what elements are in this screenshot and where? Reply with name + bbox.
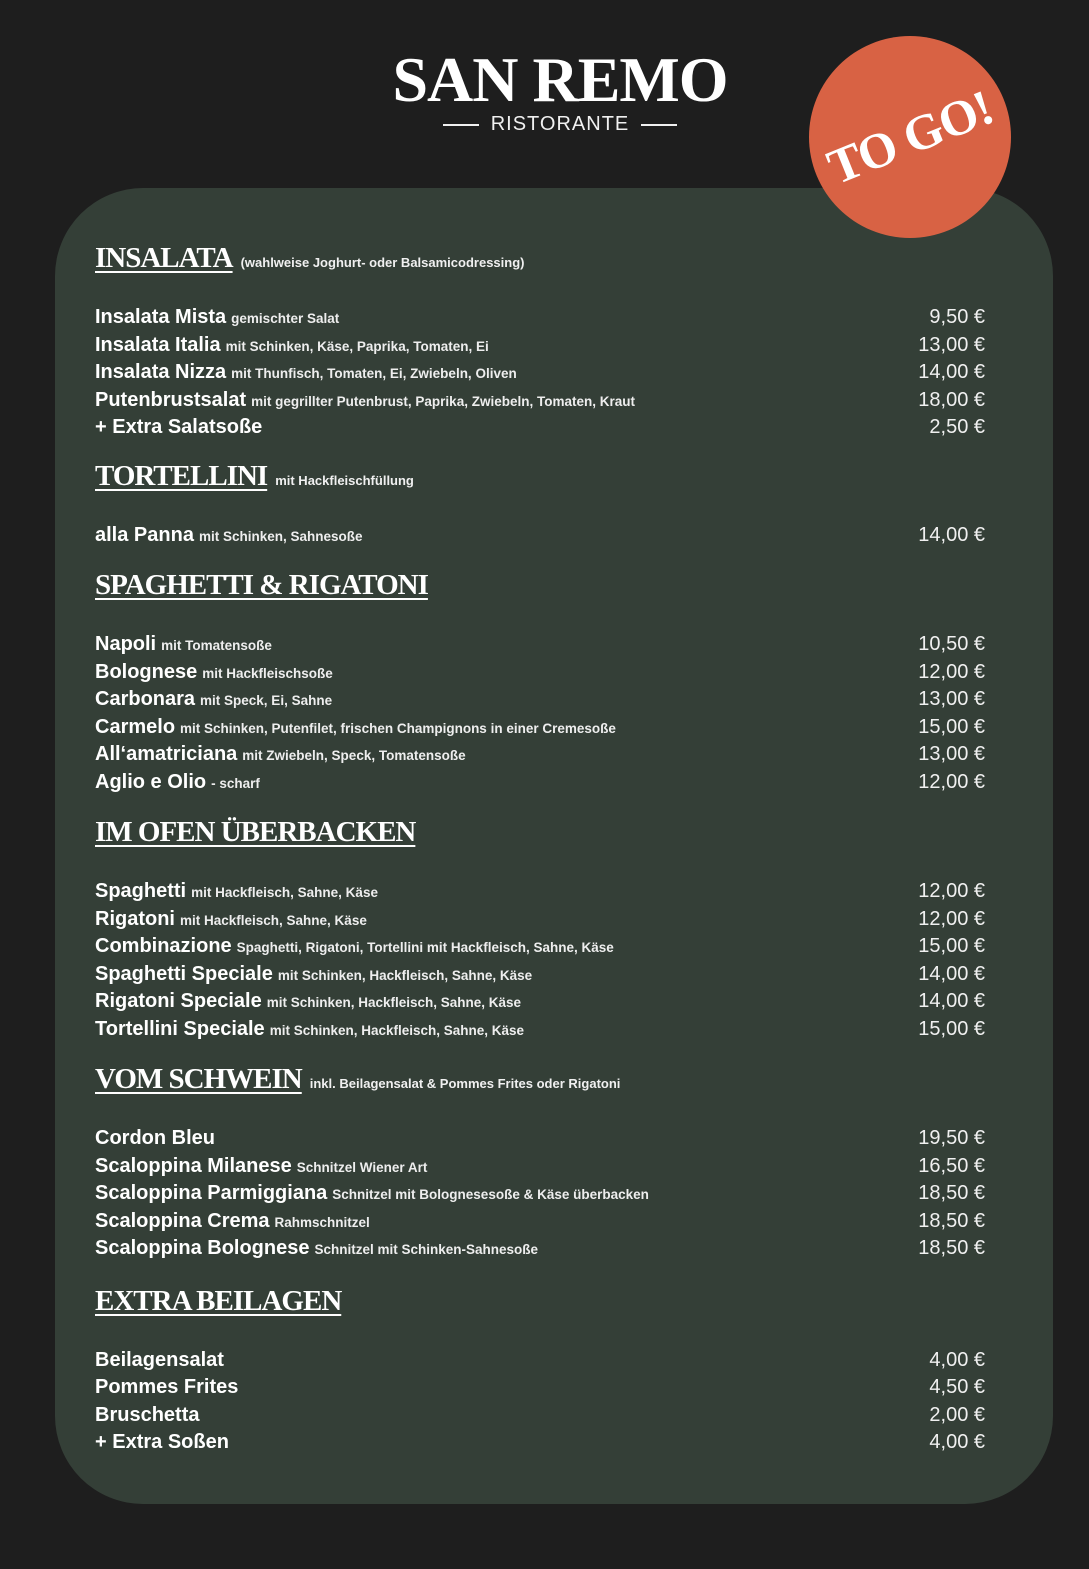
menu-item — [95, 688, 985, 716]
menu-item-description: Rahmschnitzel — [274, 1214, 370, 1230]
menu-item-name: + Extra Soßen — [95, 1431, 229, 1453]
menu-item — [95, 524, 985, 552]
menu-item-label — [95, 1404, 199, 1427]
menu-item-description: mit Hackfleischsoße — [202, 665, 333, 681]
menu-item-description: mit Schinken, Käse, Paprika, Tomaten, Ei — [225, 338, 489, 354]
menu-item-name: Rigatoni — [95, 907, 175, 930]
menu-item — [95, 1210, 985, 1238]
menu-item-description: mit gegrillter Putenbrust, Paprika, Zwiebeln, Tomaten, Kraut — [251, 393, 635, 409]
menu-item-label — [95, 963, 532, 986]
menu-item-price: 12,00 € — [918, 660, 985, 683]
menu-item — [95, 1237, 985, 1265]
menu-item-label — [95, 306, 339, 329]
menu-item-name: Scaloppina Parmiggiana — [95, 1182, 328, 1204]
menu-item-label — [95, 1127, 215, 1150]
menu-item-price: 14,00 € — [918, 523, 985, 546]
menu-item-description: mit Zwiebeln, Speck, Tomatensoße — [242, 748, 466, 763]
section-header — [95, 456, 985, 506]
menu-item-description: Schnitzel mit Bolognesesoße & Käse überbacken — [332, 1187, 649, 1202]
menu-section — [95, 1281, 985, 1459]
menu-item-label — [95, 688, 332, 711]
divider-right — [641, 124, 677, 126]
menu-item-price: 4,00 € — [929, 1431, 985, 1453]
menu-item — [95, 334, 985, 362]
menu-item-price: 18,50 € — [918, 1237, 985, 1259]
menu-item-description: mit Schinken, Hackfleisch, Sahne, Käse — [277, 967, 533, 983]
menu-item — [95, 361, 985, 389]
menu-item-name: + Extra Salatsoße — [95, 416, 263, 438]
menu-item-price: 13,00 € — [918, 743, 985, 765]
menu-item-price: 16,50 € — [918, 1154, 985, 1177]
menu-item-name: Insalata Italia — [95, 333, 221, 356]
menu-item-label — [95, 1155, 427, 1178]
menu-item-label — [95, 880, 378, 903]
menu-item-name: Scaloppina Bolognese — [95, 1237, 310, 1259]
menu-item-name: All‘amatriciana — [95, 743, 238, 765]
menu-item-label — [95, 416, 262, 439]
menu-item-price: 18,50 € — [918, 1182, 985, 1204]
menu-item-label — [95, 1018, 524, 1041]
menu-item — [95, 1155, 985, 1183]
menu-item-name: Beilagensalat — [95, 1348, 224, 1371]
menu-item-label — [95, 908, 367, 931]
menu-item-name: Carbonara — [95, 688, 196, 710]
menu-item-price: 14,00 € — [918, 962, 985, 985]
menu-item-price: 15,00 € — [918, 1017, 985, 1040]
menu-item-label — [95, 633, 272, 656]
menu-item-description: mit Thunfisch, Tomaten, Ei, Zwiebeln, Oliven — [231, 366, 517, 381]
section-note: mit Hackfleischfüllung — [275, 472, 414, 488]
menu-item-description: mit Schinken, Sahnesoße — [198, 528, 363, 544]
menu-item-description: mit Schinken, Hackfleisch, Sahne, Käse — [266, 995, 522, 1010]
menu-item-label — [95, 661, 333, 684]
menu-item-description: mit Tomatensoße — [161, 638, 272, 653]
menu-item — [95, 389, 985, 417]
menu-item — [95, 1127, 985, 1155]
menu-item-description: gemischter Salat — [231, 311, 340, 326]
section-note: inkl. Beilagensalat & Pommes Frites oder Rigatoni — [309, 1076, 621, 1091]
menu-item-description: Spaghetti, Rigatoni, Tortellini mit Hackfleisch, Sahne, Käse — [236, 940, 614, 955]
menu-item-price: 13,00 € — [918, 333, 985, 356]
menu-item-name: Scaloppina Crema — [95, 1209, 270, 1232]
menu-item-price: 14,00 € — [918, 361, 985, 383]
menu-item-label — [95, 334, 489, 357]
section-header — [95, 238, 985, 288]
menu-item-price: 14,00 € — [918, 990, 985, 1012]
menu-item-description: mit Hackfleisch, Sahne, Käse — [191, 885, 378, 900]
menu-section — [95, 238, 985, 456]
menu-item — [95, 908, 985, 936]
menu-item-name: Spaghetti — [95, 880, 187, 902]
menu-item-price: 12,00 € — [918, 770, 985, 793]
menu-item-label — [95, 361, 517, 384]
menu-item-description: mit Hackfleisch, Sahne, Käse — [180, 912, 367, 928]
menu-item-name: Tortellini Speciale — [95, 1017, 265, 1040]
menu-section — [95, 565, 985, 812]
menu-item-price: 15,00 € — [918, 935, 985, 957]
restaurant-name: SAN REMO — [392, 44, 728, 115]
section-title: EXTRA BEILAGEN — [95, 1284, 342, 1317]
menu-item — [95, 1349, 985, 1377]
menu-item-price: 15,00 € — [918, 715, 985, 738]
menu-item-description: - scharf — [211, 775, 260, 791]
menu-item-price: 12,00 € — [918, 907, 985, 930]
menu-item — [95, 935, 985, 963]
menu-item — [95, 771, 985, 799]
menu-item — [95, 743, 985, 771]
menu-item — [95, 633, 985, 661]
menu-item-name: Insalata Nizza — [95, 361, 227, 383]
menu-item-name: Scaloppina Milanese — [95, 1154, 292, 1177]
section-header — [95, 1281, 985, 1331]
divider-left — [443, 124, 479, 126]
menu-item-label — [95, 990, 521, 1013]
menu-item — [95, 1182, 985, 1210]
to-go-badge — [809, 36, 1011, 238]
menu-item-name: Pommes Frites — [95, 1376, 239, 1398]
menu-item — [95, 661, 985, 689]
menu-item — [95, 963, 985, 991]
menu-item — [95, 1376, 985, 1404]
menu-item-description: mit Schinken, Hackfleisch, Sahne, Käse — [269, 1022, 525, 1038]
section-title: SPAGHETTI & RIGATONI — [95, 569, 428, 601]
menu-item-price: 12,00 € — [918, 880, 985, 902]
menu-item-label — [95, 1431, 229, 1454]
menu-item-name: Spaghetti Speciale — [95, 962, 273, 985]
menu-item-label — [95, 1349, 224, 1372]
menu-item-price: 10,50 € — [918, 633, 985, 655]
section-header — [95, 1059, 985, 1109]
menu-item-label — [95, 1237, 538, 1260]
menu-item — [95, 1431, 985, 1459]
menu-sections — [95, 238, 985, 1459]
menu-item-price: 19,50 € — [918, 1127, 985, 1149]
menu-item-name: Insalata Mista — [95, 306, 227, 328]
menu-section — [95, 456, 985, 566]
section-title: TORTELLINI — [95, 459, 268, 492]
menu-item-price: 4,00 € — [929, 1348, 985, 1371]
menu-item-price: 9,50 € — [929, 306, 985, 328]
menu-item-label — [95, 1376, 238, 1399]
menu-item-name: alla Panna — [95, 523, 194, 546]
menu-item-price: 4,50 € — [929, 1376, 985, 1398]
menu-item-price: 18,00 € — [918, 388, 985, 411]
menu-item-label — [95, 1210, 370, 1233]
menu-item-name: Napoli — [95, 633, 157, 655]
section-header — [95, 812, 985, 862]
menu-item — [95, 1018, 985, 1046]
menu-item-label — [95, 771, 260, 794]
menu-item-label — [95, 524, 362, 547]
menu-item-label — [95, 716, 616, 739]
menu-item — [95, 990, 985, 1018]
menu-item — [95, 1404, 985, 1432]
menu-item-price: 2,50 € — [929, 416, 985, 438]
menu-item — [95, 306, 985, 334]
menu-item-label — [95, 743, 466, 766]
menu-item-description: mit Schinken, Putenfilet, frischen Champignons in einer Cremesoße — [180, 720, 616, 736]
menu-item — [95, 416, 985, 444]
menu-item-name: Carmelo — [95, 715, 176, 738]
menu-item-name: Rigatoni Speciale — [95, 990, 262, 1012]
menu-section — [95, 812, 985, 1059]
menu-item-label — [95, 1182, 649, 1205]
menu-item-label — [95, 935, 614, 958]
menu-section — [95, 1059, 985, 1281]
menu-item-label — [95, 389, 635, 412]
menu-item-name: Combinazione — [95, 935, 232, 957]
menu-item-price: 18,50 € — [918, 1209, 985, 1232]
menu-item-description: mit Speck, Ei, Sahne — [200, 693, 333, 708]
section-title: IM OFEN ÜBERBACKEN — [95, 816, 416, 848]
menu-item-price: 13,00 € — [918, 688, 985, 710]
section-title: VOM SCHWEIN — [95, 1063, 302, 1095]
menu-item — [95, 880, 985, 908]
menu-item-name: Cordon Bleu — [95, 1127, 215, 1149]
menu-item-description: Schnitzel mit Schinken-Sahnesoße — [314, 1242, 539, 1257]
menu-item — [95, 716, 985, 744]
menu-item-name: Bruschetta — [95, 1403, 200, 1426]
subtitle-text: RISTORANTE — [490, 113, 630, 135]
menu-item-name: Putenbrustsalat — [95, 388, 247, 411]
section-title: INSALATA — [95, 242, 233, 274]
menu-item-price: 2,00 € — [929, 1403, 985, 1426]
section-note: (wahlweise Joghurt- oder Balsamicodressing) — [240, 255, 525, 270]
section-header — [95, 565, 985, 615]
menu-item-name: Aglio e Olio — [95, 770, 207, 793]
menu-item-description: Schnitzel Wiener Art — [296, 1159, 428, 1175]
to-go-badge-text: TO GO! — [819, 78, 1001, 196]
menu-item-name: Bolognese — [95, 660, 198, 683]
